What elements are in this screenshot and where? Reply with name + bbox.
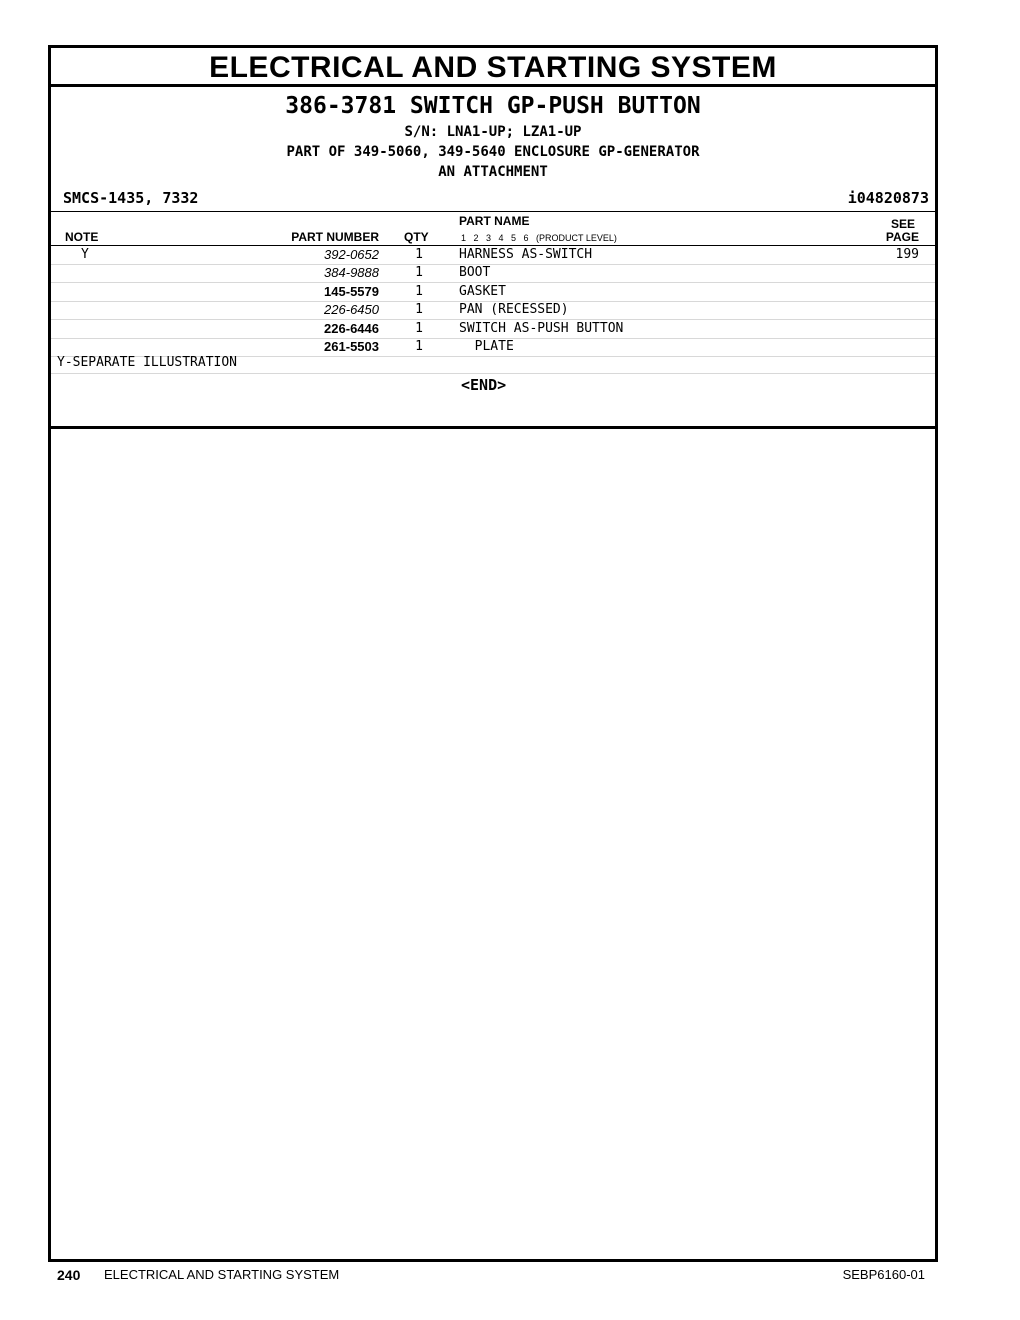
row-qty: 1 <box>415 247 423 262</box>
end-marker: <END> <box>461 376 507 394</box>
row-part-name: GASKET <box>459 283 506 299</box>
row-qty: 1 <box>415 265 423 281</box>
header-product-levels: 1 2 3 4 5 6 (PRODUCT LEVEL) <box>461 233 617 243</box>
header-see: SEE <box>890 217 915 231</box>
smcs-code: SMCS-1435, 7332 <box>63 189 199 207</box>
header-page: PAGE <box>885 230 919 244</box>
part-of-line: PART OF 349-5060, 349-5640 ENCLOSURE GP-GENERATOR <box>286 144 700 160</box>
section-title: ELECTRICAL AND STARTING SYSTEM <box>51 48 935 87</box>
footnote-rule <box>51 373 935 374</box>
row-qty: 1 <box>415 339 423 354</box>
header-part-name: PART NAME <box>459 214 530 228</box>
row-part-name: HARNESS AS-SWITCH <box>459 247 593 262</box>
page-frame <box>48 45 938 1262</box>
row-part-number: 226-6446 <box>324 320 379 336</box>
table-row <box>51 301 935 320</box>
group-title: 386-3781 SWITCH GP-PUSH BUTTON <box>285 93 701 119</box>
row-part-name: BOOT <box>459 265 491 281</box>
row-part-name: PAN (RECESSED) <box>459 302 569 318</box>
row-qty: 1 <box>415 283 423 299</box>
row-part-number: 226-6450 <box>324 302 379 318</box>
table-row <box>51 246 935 265</box>
footer-section: ELECTRICAL AND STARTING SYSTEM <box>104 1267 340 1282</box>
footer-doc-id: SEBP6160-01 <box>842 1267 925 1282</box>
row-part-number: 392-0652 <box>324 247 379 262</box>
row-part-name: SWITCH AS-PUSH BUTTON <box>459 320 624 336</box>
row-see-page: 199 <box>895 247 919 262</box>
header-qty: QTY <box>404 230 429 244</box>
row-note: Y <box>81 247 89 262</box>
attachment-line: AN ATTACHMENT <box>438 164 548 180</box>
table-row <box>51 264 935 283</box>
header-note: NOTE <box>65 230 99 244</box>
footnote: Y-SEPARATE ILLUSTRATION <box>57 355 238 370</box>
illustration-id: i04820873 <box>847 189 929 207</box>
header-part-number: PART NUMBER <box>291 230 379 244</box>
row-part-number: 261-5503 <box>324 339 379 354</box>
table-row <box>51 320 935 339</box>
footer-page-number: 240 <box>57 1267 81 1283</box>
row-part-number: 145-5579 <box>324 283 379 299</box>
row-part-number: 384-9888 <box>324 265 379 281</box>
row-qty: 1 <box>415 320 423 336</box>
header-top-rule <box>51 211 935 212</box>
table-row <box>51 283 935 302</box>
serial-range: S/N: LNA1-UP; LZA1-UP <box>404 124 582 140</box>
content-box-bottom-rule <box>51 426 935 429</box>
row-part-name: PLATE <box>459 339 514 354</box>
row-qty: 1 <box>415 302 423 318</box>
